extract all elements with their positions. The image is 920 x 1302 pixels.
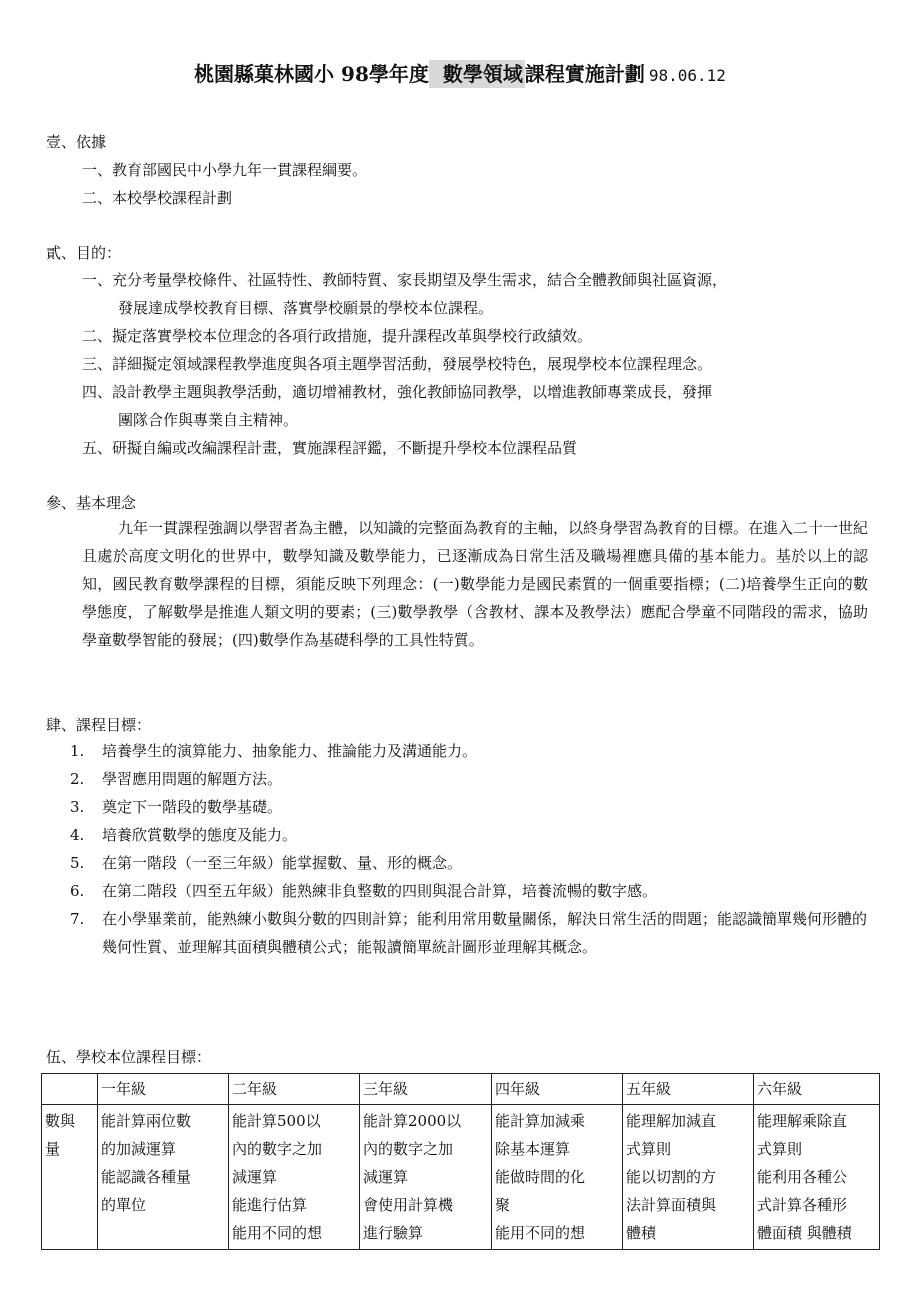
header-cell: 三年級	[360, 1074, 492, 1105]
purpose-item-4-cont: 團隊合作與專業自主精神。	[118, 411, 299, 429]
goal-text: 培養欣賞數學的態度及能力。	[102, 826, 298, 844]
cell-line: 除基本運算	[495, 1140, 571, 1158]
goal-text: 在第二階段（四至五年級）能熟練非負整數的四則與混合計算，培養流暢的數字感。	[102, 882, 658, 900]
table-row	[42, 1105, 880, 1250]
list-item	[70, 905, 870, 961]
goal-text: 在小學畢業前，能熟練小數與分數的四則計算；能利用常用數量關係，解決日常生活的問題；能認識簡單幾何形體的幾何性質、並理解其面積與體積公式；能報讀簡單統計圖形並理解其概念。	[102, 910, 868, 956]
table-cell	[623, 1105, 754, 1250]
goal-text: 培養學生的演算能力、抽象能力、推論能力及溝通能力。	[102, 742, 478, 760]
cell-line: 的單位	[101, 1196, 147, 1214]
goal-number: 5.	[70, 854, 85, 872]
cell-line: 能用不同的想	[495, 1224, 586, 1242]
cell-line: 減運算	[232, 1168, 278, 1186]
cell-line: 體積	[626, 1224, 657, 1242]
purpose-item-1-cont: 發展達成學校教育目標、落實學校願景的學校本位課程。	[118, 299, 494, 317]
header-cell	[42, 1074, 98, 1105]
cell-line: 內的數字之加	[363, 1140, 454, 1158]
goal-number: 2.	[70, 770, 85, 788]
cell-line: 能進行估算	[232, 1196, 308, 1214]
school-goals-table	[41, 1073, 880, 1250]
cell-line: 體面積 與體積	[757, 1224, 852, 1242]
table-cell	[492, 1105, 623, 1250]
purpose-item-3: 三、詳細擬定領域課程教學進度與各項主題學習活動，發展學校特色，展現學校本位課程理念。	[82, 355, 713, 373]
purpose-item-2: 二、擬定落實學校本位理念的各項行政措施，提升課程改革與學校行政績效。	[82, 327, 593, 345]
section-philosophy-heading: 參、基本理念	[46, 494, 137, 512]
cell-line: 能用不同的想	[232, 1224, 323, 1242]
cell-line: 法計算面積與	[626, 1196, 717, 1214]
goal-text: 學習應用問題的解題方法。	[102, 770, 283, 788]
cell-line: 的加減運算	[101, 1140, 177, 1158]
cell-line: 能理解加減直	[626, 1112, 717, 1130]
header-cell: 一年級	[98, 1074, 229, 1105]
cell-line: 能計算加減乘	[495, 1112, 586, 1130]
table-cell	[754, 1105, 880, 1250]
page-title	[0, 58, 920, 87]
cell-line: 能認識各種量	[101, 1168, 192, 1186]
list-item	[70, 849, 870, 877]
list-item	[70, 765, 870, 793]
cell-line: 能以切割的方	[626, 1168, 717, 1186]
table-header-row	[42, 1074, 880, 1105]
title-highlight: 數學領域	[429, 60, 525, 88]
header-cell: 四年級	[492, 1074, 623, 1105]
purpose-item-4: 四、設計教學主題與教學活動，適切增補教材，強化教師協同教學，以增進教師專業成長，發揮	[82, 383, 713, 401]
cell-line: 式計算各種形	[757, 1196, 848, 1214]
section-school-heading: 伍、學校本位課程目標：	[46, 1048, 212, 1066]
cell-line: 減運算	[363, 1168, 409, 1186]
header-cell: 五年級	[623, 1074, 754, 1105]
cell-line: 式算則	[626, 1140, 672, 1158]
title-main: 桃園縣菓林國小 98學年度	[194, 62, 429, 86]
cell-line: 式算則	[757, 1140, 803, 1158]
header-cell: 二年級	[229, 1074, 360, 1105]
cell-line: 會使用計算機	[363, 1196, 454, 1214]
goal-number: 7.	[70, 910, 85, 928]
title-date: 98.06.12	[648, 66, 726, 85]
cell-line: 進行驗算	[363, 1224, 424, 1242]
section-purpose-heading: 貳、目的：	[46, 244, 122, 262]
header-cell: 六年級	[754, 1074, 880, 1105]
basis-item-1: 一、教育部國民中小學九年一貫課程綱要。	[82, 161, 368, 179]
table-cell	[229, 1105, 360, 1250]
goals-list	[70, 737, 870, 961]
goal-number: 4.	[70, 826, 85, 844]
cell-line: 內的數字之加	[232, 1140, 323, 1158]
goal-number: 6.	[70, 882, 85, 900]
cell-line: 能做時間的化	[495, 1168, 586, 1186]
table-cell	[98, 1105, 229, 1250]
purpose-item-1: 一、充分考量學校條件、社區特性、教師特質、家長期望及學生需求，結合全體教師與社區資源，	[82, 271, 728, 289]
cell-line: 能理解乘除直	[757, 1112, 848, 1130]
purpose-item-5: 五、研擬自編或改編課程計畫，實施課程評鑑，不斷提升學校本位課程品質	[82, 439, 578, 457]
goal-number: 1.	[70, 742, 85, 760]
section-basis-heading: 壹、依據	[46, 133, 107, 151]
list-item	[70, 877, 870, 905]
philosophy-paragraph	[82, 514, 868, 654]
section-goals-heading: 肆、課程目標：	[46, 716, 152, 734]
cell-line: 能計算500以	[232, 1112, 321, 1130]
goal-text: 在第一階段（一至三年級）能掌握數、量、形的概念。	[102, 854, 463, 872]
table-cell	[360, 1105, 492, 1250]
cell-line: 能計算2000以	[363, 1112, 462, 1130]
goal-number: 3.	[70, 798, 85, 816]
cell-line: 能計算兩位數	[101, 1112, 192, 1130]
title-rest: 課程實施計劃	[524, 62, 645, 86]
cell-line: 聚	[495, 1196, 511, 1214]
cell-line: 能利用各種公	[757, 1168, 848, 1186]
philosophy-text: 九年一貫課程強調以學習者為主體，以知識的完整面為教育的主軸，以終身學習為教育的目標。在進入二十一世紀且處於高度文明化的世界中，數學知識及數學能力，已逐漸成為日常生活及職場裡應具備的基本能力。基於以上的認知，國民教育數學課程的目標，須能反映下列理念：(一)數學能力是國民素質的一個重要指標；(二)培養學生正向的數學態度，了解數學是推進人類文明的要素；(三)數學教學（含教材、課本及教學法）應配合學童不同階段的需求，協助學童數學智能的發展；(四)數學作為基礎科學的工具性特質。	[82, 519, 869, 649]
basis-item-2: 二、本校學校課程計劃	[82, 189, 233, 207]
row-label-cell	[42, 1105, 98, 1250]
row-label: 數與量	[45, 1112, 76, 1158]
list-item	[70, 737, 870, 765]
goal-text: 奠定下一階段的數學基礎。	[102, 798, 283, 816]
list-item	[70, 821, 870, 849]
list-item	[70, 793, 870, 821]
